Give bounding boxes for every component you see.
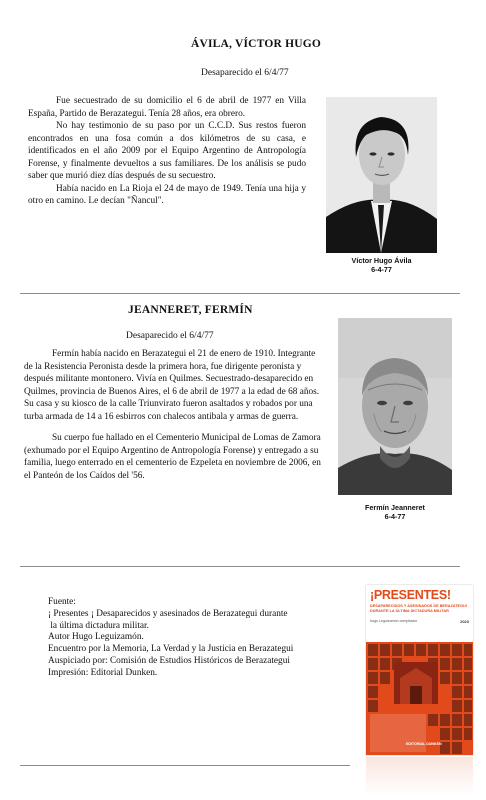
source-line-1: Fuente: <box>48 597 76 607</box>
person1-caption <box>326 256 437 274</box>
person2-paragraph-2: Su cuerpo fue hallado en el Cementerio Municipal de Lomas de Zamora (exhumado por el Equipo Argentino de Antropología Forense) y entregado a su familia, luego enterrado en el cementerio de Ezpeleta en noviembre de 2006, en el Panteón de los Caídos del '56. <box>24 433 321 481</box>
person1-caption-date: 6-4-77 <box>371 265 392 274</box>
source-line-6: Auspiciado por: Comisión de Estudios Históricos de Berazategui <box>48 655 290 666</box>
book-year: 2023 <box>460 619 469 625</box>
person2-caption <box>338 503 452 521</box>
book-cover <box>366 585 473 755</box>
separator-1 <box>20 293 460 294</box>
source-line-3: la última dictadura militar. <box>48 620 149 631</box>
separator-2 <box>20 566 460 567</box>
book-cover-header <box>366 585 473 642</box>
person2-caption-date: 6-4-77 <box>384 512 406 521</box>
person1-caption-name: Víctor Hugo Ávila <box>351 256 412 265</box>
book-author: hugo Leguizamón compilador <box>370 619 418 624</box>
person2-photo <box>338 318 452 495</box>
person2-caption-name: Fermín Jeanneret <box>365 503 425 512</box>
person1-body <box>28 95 306 208</box>
source-line-5: Encuentro por la Memoria, La Verdad y la Justicia en Berazategui <box>48 644 294 655</box>
book-subtitle: DESAPARECIDOS Y ASESINADOS DE BERAZATEGUI DURANTE LA ÚLTIMA DICTADURA MILITAR <box>370 604 467 613</box>
book-title: ¡PRESENTES! <box>370 588 451 602</box>
person2-subtitle: Desaparecido el 6/4/77 <box>126 331 214 341</box>
person1-subtitle: Desaparecido el 6/4/77 <box>201 68 289 78</box>
source-line-4: Autor Hugo Leguizamón. <box>48 632 144 643</box>
portrait-young-man-image <box>326 97 437 253</box>
person1-paragraph-3: Había nacido en La Rioja el 24 de mayo de 1949. Tenía una hija y otro en camino. Le decían "Ñancul". <box>28 183 306 206</box>
person2-title: JEANNERET, FERMÍN <box>128 304 253 316</box>
source-block <box>48 597 348 680</box>
separator-3 <box>20 765 350 766</box>
source-line-2: ¡ Presentes ¡ Desaparecidos y asesinados de Berazategui durante <box>48 608 288 619</box>
source-line-7: Impresión: Editorial Dunken. <box>48 667 158 678</box>
person1-paragraph-1: Fue secuestrado de su domicilio el 6 de abril de 1977 en Villa España, Partido de Berazategui. Tenía 28 años, era obrero. <box>28 96 306 119</box>
person1-paragraph-2: No hay testimonio de su paso por un C.C.D. Sus restos fueron encontrados en una fosa común a dos kilómetros de su casa, e identificados en el año 2009 por el Equipo Argentino de Antropología Forense, y finalmente devueltos a sus familiares. De los análisis se pudo saber que murió diez días después de su secuestro. <box>28 121 306 181</box>
book-publisher: EDITORIAL DUNKEN <box>406 742 442 746</box>
person1-photo <box>326 97 437 253</box>
book-cover-photo-collage <box>366 642 473 755</box>
person1-title: ÁVILA, VÍCTOR HUGO <box>191 38 322 50</box>
portrait-older-man-image <box>338 318 452 495</box>
person2-body <box>24 348 326 482</box>
person2-paragraph-1: Fermín había nacido en Berazategui el 21 de enero de 1910. Integrante de la Resistencia Peronista desde la primera hora, fue dirigente peronista y después militante montonero. Vivía en Quilmes. Secuestrado-desaparecido en Quilmes, provincia de Buenos Aires, el 6 de abril de 1977 a la edad de 68 años. Su casa y su kiosco de la calle Triunvirato fueron asaltados y robados por una turba armada de 14 a 16 esbirros con chalecos antibala y armas de guerra. <box>24 349 320 422</box>
book-reflection <box>366 757 473 795</box>
